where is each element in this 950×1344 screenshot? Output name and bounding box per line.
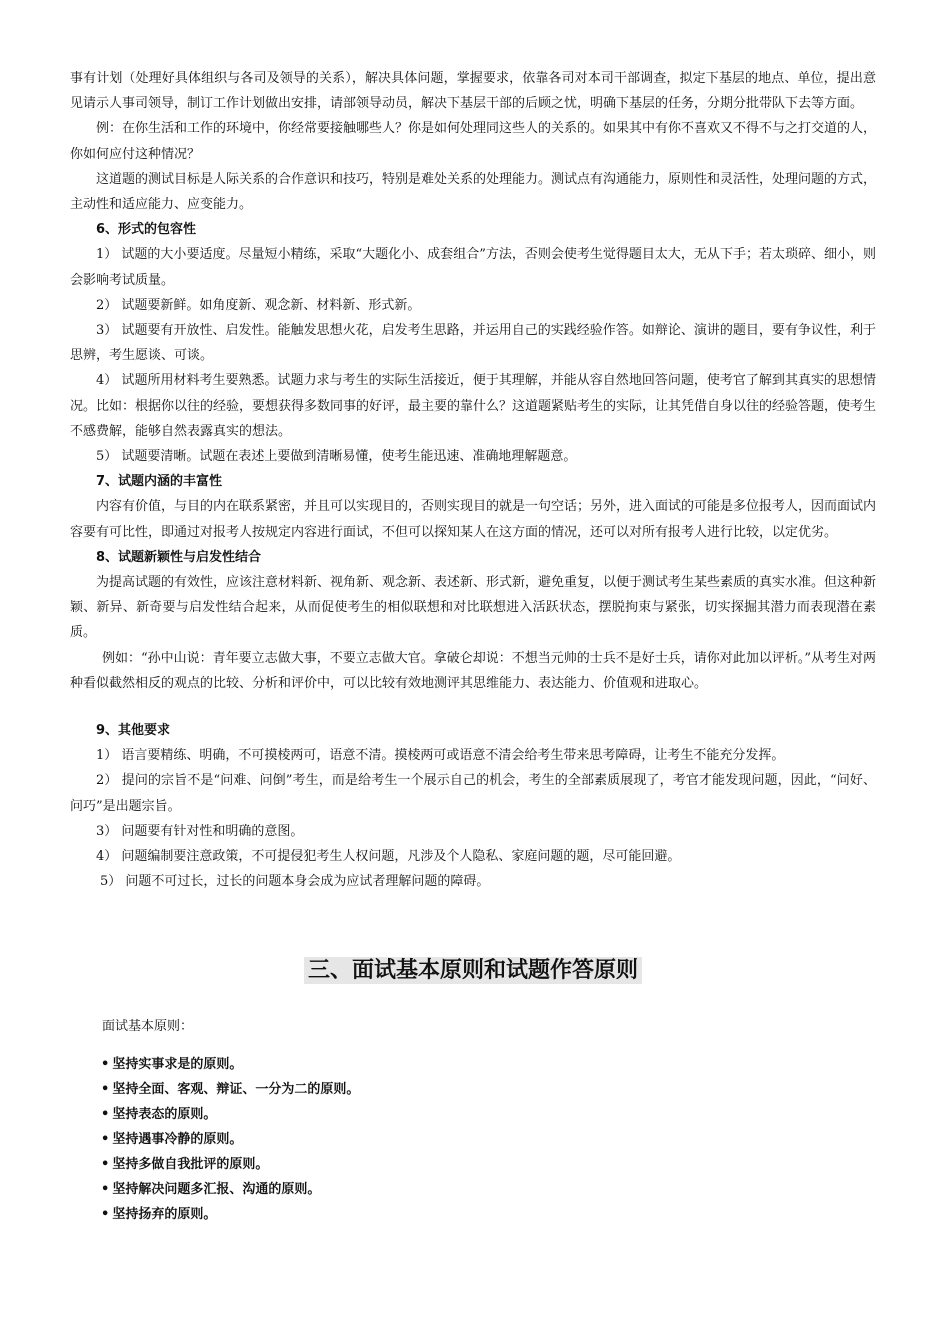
list-item: • 坚持解决问题多汇报、沟通的原则。 bbox=[101, 1181, 321, 1197]
section-heading-6: 6、形式的包容性 bbox=[96, 222, 197, 238]
example-paragraph: 例如：“孙中山说：青年要立志做大事，不要立志做大官。拿破仑却说：不想当元帅的士兵不是好士兵，请你对此加以评析。”从考生对两种看似截然相反的观点的比较、分析和评价中，可以比较有效地测评其思维能力、表达能力、价值观和进取心。 bbox=[70, 650, 876, 691]
principles-list bbox=[70, 1052, 876, 1227]
list-item: 4） 试题所用材料考生要熟悉。试题力求与考生的实际生活接近，便于其理解，并能从容自然地回答问题，使考官了解到其真实的思想情况。比如：根据你以往的经验，要想获得多数同事的好评，最主要的靠什么？这道题紧贴考生的实际，让其凭借自身以往的经验答题，使考生不感费解，能够自然表露真实的想法。 bbox=[70, 373, 877, 439]
list-item: • 坚持实事求是的原则。 bbox=[101, 1056, 243, 1072]
paragraph: 内容有价值，与目的内在联系紧密，并且可以实现目的，否则实现目的就是一句空话；另外，进入面试的可能是多位报考人，因而面试内容要有可比性，即通过对报考人按规定内容进行面试，不但可以探知某人在这方面的情况，还可以对所有报考人进行比较，以定优劣。 bbox=[70, 499, 877, 540]
list-item: • 坚持表态的原则。 bbox=[101, 1106, 217, 1122]
list-item: 5） 问题不可过长，过长的问题本身会成为应试者理解问题的障碍。 bbox=[100, 874, 490, 890]
list-item: 1） 语言要精练、明确，不可摸棱两可，语意不清。摸棱两可或语意不清会给考生带来思考障碍，让考生不能充分发挥。 bbox=[96, 748, 785, 764]
list-item: 5） 试题要清晰。试题在表述上要做到清晰易懂，使考生能迅速、准确地理解题意。 bbox=[96, 449, 577, 465]
chapter-title: 三、面试基本原则和试题作答原则 bbox=[70, 952, 876, 988]
section-heading-8: 8、试题新颖性与启发性结合 bbox=[96, 549, 262, 565]
principles-intro: 面试基本原则： bbox=[102, 1018, 194, 1034]
list-item: 4） 问题编制要注意政策，不可提侵犯考生人权问题，凡涉及个人隐私、家庭问题的题，尽可能回避。 bbox=[96, 849, 681, 865]
spacer bbox=[70, 696, 876, 718]
list-item: • 坚持全面、客观、辩证、一分为二的原则。 bbox=[101, 1081, 360, 1097]
list-item: 2） 提问的宗旨不是“问难、问倒”考生，而是给考生一个展示自己的机会，考生的全部素质展现了，考官才能发现问题，因此，“问好、问巧”是出题宗旨。 bbox=[70, 773, 876, 814]
list-item: • 坚持遇事冷静的原则。 bbox=[101, 1131, 243, 1147]
list-item: • 坚持扬弃的原则。 bbox=[101, 1206, 217, 1222]
document-page bbox=[70, 66, 876, 1227]
paragraph: 为提高试题的有效性，应该注意材料新、视角新、观念新、表述新、形式新，避免重复，以便于测试考生某些素质的真实水准。但这种新颖、新异、新奇要与启发性结合起来，从而促使考生的相似联想和对比联想进入活跃状态，摆脱拘束与紧张，切实探掘其潜力而表现潜在素质。 bbox=[70, 575, 877, 641]
list-item: 2） 试题要新鲜。如角度新、观念新、材料新、形式新。 bbox=[96, 297, 421, 313]
example-paragraph: 例：在你生活和工作的环境中，你经常要接触哪些人？你是如何处理同这些人的关系的。如果其中有你不喜欢又不得不与之打交道的人，你如何应付这种情况？ bbox=[70, 121, 877, 162]
list-item: • 坚持多做自我批评的原则。 bbox=[101, 1156, 269, 1172]
section-heading-7: 7、试题内涵的丰富性 bbox=[96, 474, 223, 490]
section-heading-9: 9、其他要求 bbox=[96, 723, 171, 739]
paragraph: 这道题的测试目标是人际关系的合作意识和技巧，特别是难处关系的处理能力。测试点有沟通能力，原则性和灵活性，处理问题的方式，主动性和适应能力、应变能力。 bbox=[70, 171, 877, 213]
list-item: 1） 试题的大小要适度。尽量短小精练，采取“大题化小、成套组合”方法，否则会使考生觉得题目太大，无从下手；若太琐碎、细小，则会影响考试质量。 bbox=[70, 247, 876, 288]
list-item: 3） 试题要有开放性、启发性。能触发思想火花，启发考生思路，并运用自己的实践经验作答。如辩论、演讲的题目，要有争议性，利于思辨，考生愿谈、可谈。 bbox=[70, 323, 876, 364]
list-item: 3） 问题要有针对性和明确的意图。 bbox=[96, 823, 304, 839]
paragraph: 事有计划（处理好具体组织与各司及领导的关系），解决具体问题，掌握要求，依靠各司对本司干部调查，拟定下基层的地点、单位，提出意见请示人事司领导，制订工作计划做出安排，请部领导动员，解决下基层干部的后顾之忧，明确下基层的任务，分期分批带队下去等方面。 bbox=[70, 71, 876, 112]
